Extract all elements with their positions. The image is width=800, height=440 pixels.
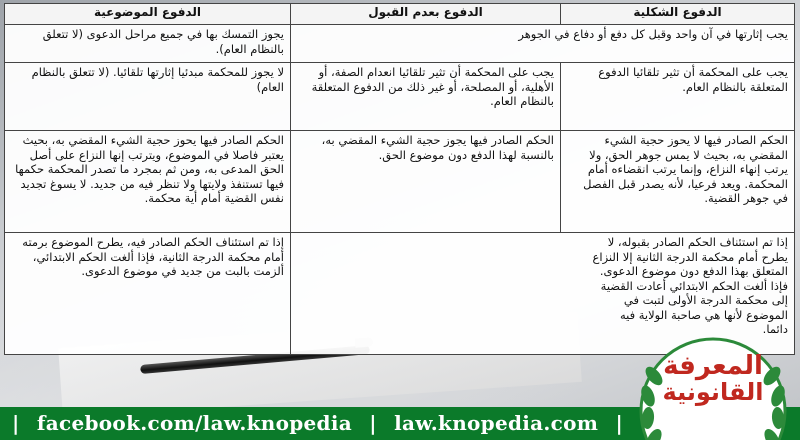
comparison-table	[4, 3, 795, 355]
site-logo	[638, 336, 788, 440]
logo-text-line1: المعرفة	[663, 351, 763, 381]
ex-officio-formal-cell: يجب على المحكمة أن تثير تلقائيا الدفوع المتعلقة بالنظام العام.	[561, 63, 795, 131]
appeal-substantive-cell: إذا تم استئناف الحكم الصادر فيه، يطرح الموضوع برمته أمام محكمة الدرجة الثانية، فإذا ألغت الحكم الابتدائي، ألزمت بالبت من جديد في موضوع الدعوى.	[5, 233, 291, 355]
footer-separator: |	[12, 411, 20, 435]
timing-formal-inadmissibility-cell: يجب إثارتها في آن واحد وقبل كل دفع أو دفاع في الجوهر	[291, 25, 795, 63]
table-row	[5, 131, 795, 233]
header-inadmissibility-defenses: الدفوع بعدم القبول	[291, 4, 561, 25]
header-substantive-defenses: الدفوع الموضوعية	[5, 4, 291, 25]
logo-emblem	[638, 336, 788, 440]
table-header-row	[5, 4, 795, 25]
footer-separator: |	[369, 411, 377, 435]
facebook-link[interactable]: facebook.com/law.knopedia	[36, 411, 352, 435]
timing-substantive-cell: يجوز التمسك بها في جميع مراحل الدعوى (لا تتعلق بالنظام العام).	[5, 25, 291, 63]
res-judicata-inadmissibility-cell: الحكم الصادر فيها يجوز حجية الشيء المقضي به، بالنسبة لهذا الدفع دون موضوع الحق.	[291, 131, 561, 233]
table-row	[5, 25, 795, 63]
footer-separator: |	[615, 411, 624, 435]
website-link[interactable]: law.knopedia.com	[394, 411, 599, 435]
logo-text-line2: القانونية	[662, 378, 764, 406]
table-row	[5, 63, 795, 131]
ex-officio-substantive-cell: لا يجوز للمحكمة مبدئيا إثارتها تلقائيا. (لا تتعلق بالنظام العام)	[5, 63, 291, 131]
res-judicata-formal-cell: الحكم الصادر فيها لا يحوز حجية الشيء المقضي به، بحيث لا يمس جوهر الحق، ولا يرتب إنهاء النزاع، وإنما يرتب انقضاءه أمام المحكمة. ويعد فرعيا، لأنه يصدر قبل الفصل في جوهر القضية.	[561, 131, 795, 233]
header-formal-defenses: الدفوع الشكلية	[561, 4, 795, 25]
ex-officio-inadmissibility-cell: يجب على المحكمة أن تثير تلقائيا انعدام الصفة، أو الأهلية، أو المصلحة، أو غير ذلك من الدفوع المتعلقة بالنظام العام.	[291, 63, 561, 131]
res-judicata-substantive-cell: الحكم الصادر فيها يحوز حجية الشيء المقضي به، بحيث يعتبر فاصلا في الموضوع، ويترتب إنها النزاع على أصل الحق المدعى به، ومن ثم بمجرد ما تصدر المحكمة حكمها فيها تستنفذ ولايتها ولا تنظر فيه من جديد. لا يسوغ تجديد نفس القضية أمام أية محكمة.	[5, 131, 291, 233]
appeal-formal-inadmissibility-cell: إذا تم استئناف الحكم الصادر بقبوله، لا يطرح أمام محكمة الدرجة الثانية إلا النزاع المتعلق بهذا الدفع دون موضوع الدعوى. فإذا ألغت الحكم الابتدائي أعادت القضية إلى محكمة الدرجة الأولى لتبت في الموضوع لأنها هي صاحبة الولاية فيه دائما.	[291, 233, 795, 355]
